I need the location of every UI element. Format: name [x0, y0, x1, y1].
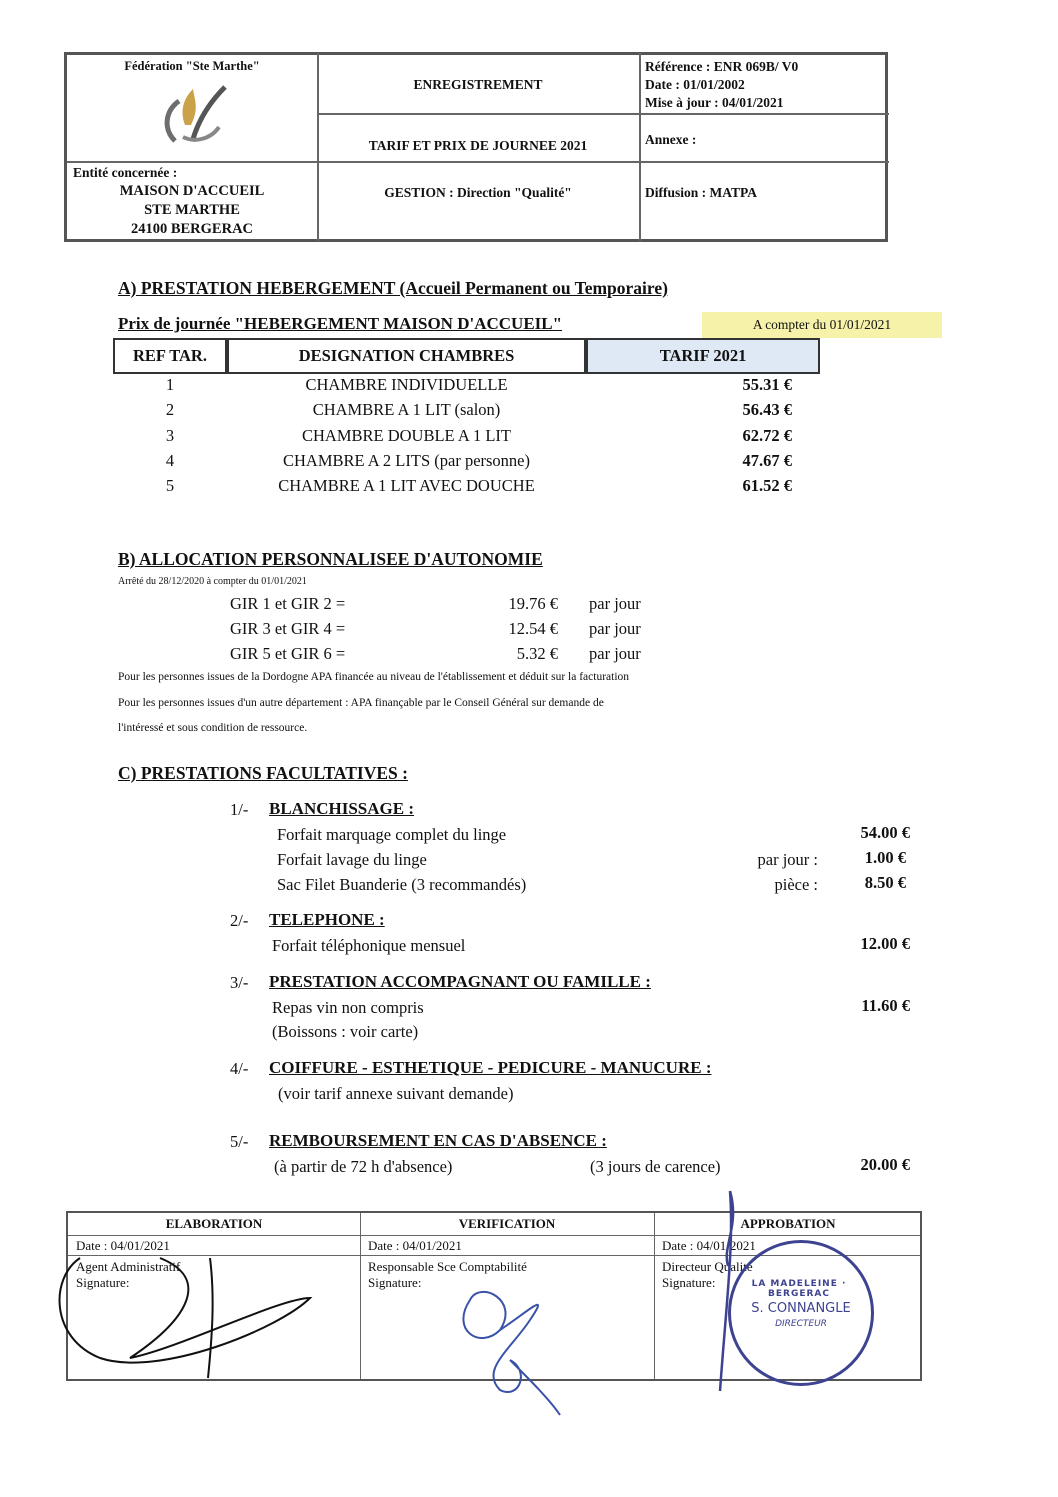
decree: Arrêté du 28/12/2020 à compter du 01/01/2021 [118, 576, 307, 587]
subject: TARIF ET PRIX DE JOURNEE 2021 [368, 138, 588, 153]
stamp-role: DIRECTEUR [775, 1319, 827, 1329]
federation-name: Fédération "Ste Marthe" [124, 59, 260, 73]
federation-logo [155, 79, 231, 149]
gir-unit: par jour [589, 644, 641, 663]
section-a-subtitle: Prix de journée "HEBERGEMENT MAISON D'ACCUEIL" [118, 314, 563, 333]
item-price: 8.50 € [864, 873, 906, 892]
row-designation: CHAMBRE A 1 LIT AVEC DOUCHE [278, 476, 535, 495]
stamp-name: S. CONNANGLE [751, 1301, 851, 1316]
approbation-signature-label: Signature: [662, 1275, 716, 1290]
item-price: 12.00 € [860, 934, 910, 953]
item-number: 2/- [230, 911, 249, 930]
item-number: 1/- [230, 800, 249, 819]
item-line: (voir tarif annexe suivant demande) [278, 1084, 514, 1103]
item-unit: pièce : [774, 875, 818, 894]
item-number: 4/- [230, 1059, 249, 1078]
signature-verification [440, 1270, 600, 1420]
signature-elaboration [40, 1238, 330, 1388]
gir-unit: par jour [589, 594, 641, 613]
col-verification: VERIFICATION [458, 1216, 556, 1231]
row-tarif: 61.52 € [742, 476, 792, 495]
document-header [64, 52, 888, 242]
row-tarif: 55.31 € [742, 375, 792, 394]
item-price: 54.00 € [860, 823, 910, 842]
elaboration-signature-label: Signature: [76, 1275, 130, 1290]
gir-label: GIR 1 et GIR 2 = [230, 594, 346, 613]
elaboration-date: Date : 04/01/2021 [76, 1238, 170, 1253]
row-ref: 4 [165, 451, 175, 470]
gir-unit: par jour [589, 619, 641, 638]
gir-label: GIR 5 et GIR 6 = [230, 644, 346, 663]
effective-date: A compter du 01/01/2021 [702, 312, 942, 338]
approbation-role: Directeur Qualité [662, 1259, 753, 1274]
entity-line1: MAISON D'ACCUEIL [119, 183, 265, 199]
elaboration-role: Agent Administratif [76, 1259, 181, 1274]
row-ref: 2 [165, 400, 175, 419]
row-tarif: 56.43 € [742, 400, 792, 419]
item-price: 11.60 € [861, 996, 910, 1015]
row-designation: CHAMBRE INDIVIDUELLE [305, 375, 508, 394]
item-unit: par jour : [757, 850, 818, 869]
item-title: COIFFURE - ESTHETIQUE - PEDICURE - MANUCURE : [269, 1058, 712, 1077]
row-designation: CHAMBRE A 1 LIT (salon) [312, 400, 501, 419]
col-tarif: TARIF 2021 [586, 338, 820, 374]
verification-role: Responsable Sce Comptabilité [368, 1259, 527, 1274]
gir-amount: 5.32 € [516, 644, 558, 663]
annex: Annexe : [645, 132, 697, 147]
section-a-title: A) PRESTATION HEBERGEMENT (Accueil Permanent ou Temporaire) [118, 278, 668, 298]
row-designation: CHAMBRE A 2 LITS (par personne) [282, 451, 531, 470]
gir-amount: 19.76 € [508, 594, 558, 613]
entity-line2: STE MARTHE [144, 202, 240, 218]
item-number: 3/- [230, 973, 249, 992]
section-c-title: C) PRESTATIONS FACULTATIVES : [118, 763, 408, 783]
item-title: TELEPHONE : [269, 910, 385, 929]
item-unit: (3 jours de carence) [590, 1157, 721, 1176]
creation-date: Date : 01/01/2002 [645, 77, 745, 92]
apa-note: Pour les personnes issues de la Dordogne APA financée au niveau de l'établissement et déduit sur la facturation [118, 671, 630, 683]
gir-label: GIR 3 et GIR 4 = [230, 619, 346, 638]
stamp-text: LA MADELEINE · BERGERAC [751, 1279, 847, 1299]
col-designation: DESIGNATION CHAMBRES [227, 338, 586, 374]
item-line: Forfait marquage complet du linge [277, 825, 507, 844]
row-ref: 1 [165, 375, 175, 394]
item-title: BLANCHISSAGE : [269, 799, 415, 818]
reference: Référence : ENR 069B/ V0 [645, 59, 799, 74]
item-price: 1.00 € [864, 848, 906, 867]
management: GESTION : Direction "Qualité" [384, 185, 572, 200]
record-type: ENREGISTREMENT [413, 77, 543, 92]
apa-note: Pour les personnes issues d'un autre département : APA finançable par le Conseil Général sur demande de [118, 697, 604, 709]
item-line: Forfait lavage du linge [277, 850, 427, 869]
verification-signature-label: Signature: [368, 1275, 422, 1290]
official-stamp [728, 1240, 874, 1386]
apa-note: l'intéressé et sous condition de ressource. [118, 722, 308, 734]
item-title: PRESTATION ACCOMPAGNANT OU FAMILLE : [269, 972, 651, 991]
verification-date: Date : 04/01/2021 [368, 1238, 462, 1253]
approbation-date: Date : 04/01/2021 [662, 1238, 756, 1253]
item-title: REMBOURSEMENT EN CAS D'ABSENCE : [269, 1131, 607, 1150]
item-line: (à partir de 72 h d'absence) [274, 1157, 453, 1176]
row-tarif: 62.72 € [742, 426, 792, 445]
col-elaboration: ELABORATION [165, 1216, 263, 1231]
item-line: Sac Filet Buanderie (3 recommandés) [277, 875, 527, 894]
gir-amount: 12.54 € [508, 619, 558, 638]
entity-line3: 24100 BERGERAC [130, 221, 254, 237]
section-b-title: B) ALLOCATION PERSONNALISEE D'AUTONOMIE [118, 549, 543, 569]
item-line: (Boissons : voir carte) [272, 1022, 419, 1041]
update-date: Mise à jour : 04/01/2021 [645, 95, 784, 110]
col-ref: REF TAR. [113, 338, 227, 374]
col-approbation: APPROBATION [740, 1216, 836, 1231]
item-price: 20.00 € [860, 1155, 910, 1174]
row-ref: 3 [165, 426, 175, 445]
item-number: 5/- [230, 1132, 249, 1151]
entity-label: Entité concernée : [73, 165, 178, 180]
diffusion: Diffusion : MATPA [645, 185, 757, 200]
item-line: Forfait téléphonique mensuel [272, 936, 466, 955]
row-designation: CHAMBRE DOUBLE A 1 LIT [301, 426, 511, 445]
item-line: Repas vin non compris [272, 998, 424, 1017]
row-ref: 5 [165, 476, 175, 495]
row-tarif: 47.67 € [742, 451, 792, 470]
